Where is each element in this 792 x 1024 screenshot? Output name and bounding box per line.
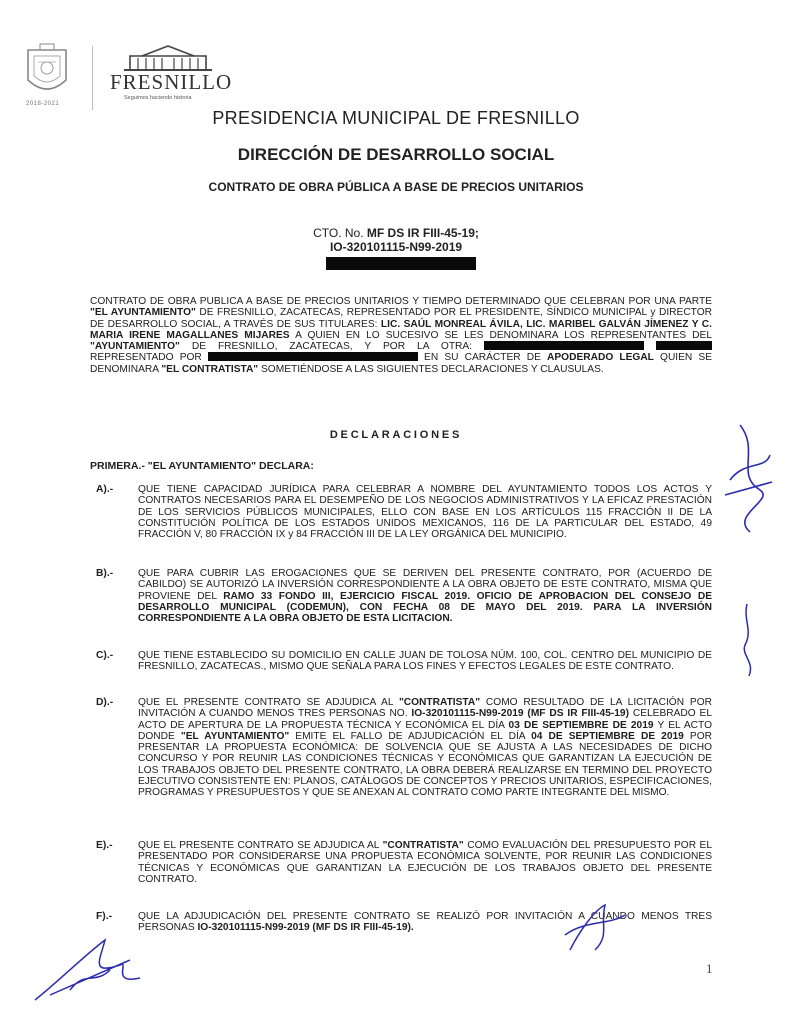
seal-years: 2018-2021 [26,101,60,107]
contrato-title: CONTRATO DE OBRA PÚBLICA A BASE DE PRECIOS UNITARIOS [208,180,584,194]
page-number: 1 [706,961,713,976]
municipal-seal-logo [22,42,72,108]
item-f-letter: F).- [96,911,113,922]
item-a-letter: A).- [96,484,114,495]
item-b-text: QUE PARA CUBRIR LAS EROGACIONES QUE SE DERIVEN DEL PRESENTE CONTRATO, POR (ACUERDO DE CABILDO) SE AUTORIZÓ LA INVERSIÓN CORRESPONDIENTE A LA OBRA OBJETO DE ESTE CONTRATO, MISMA QUE PROVIENE DEL RAMO 33 FONDO III, EJERCICIO FISCAL 2019. OFICIO DE APROBACION DEL CONSEJO DE DESARROLLO MUNICIPAL (CODEMUN), CON FECHA 08 DE MAYO DEL 2019. PARA LA INVERSIÓN CORRESPONDIENTE A LA OBRA OBJETO DE ESTA LICITACION. [138,568,712,625]
redaction-bar [656,341,712,350]
direccion-title: DIRECCIÓN DE DESARROLLO SOCIAL [237,145,555,164]
signature-mark-right [720,420,780,540]
seal-icon [22,42,72,102]
contract-number: CTO. No. MF DS IR FIII-45-19; [313,226,479,240]
signature-mark-bottom [560,900,630,960]
brand-name: FRESNILLO [110,70,233,94]
item-e-letter: E).- [96,840,113,851]
header-divider [92,46,93,110]
intro-paragraph: CONTRATO DE OBRA PUBLICA A BASE DE PRECIOS UNITARIOS Y TIEMPO DETERMINADO QUE CELEBRAN POR UNA PARTE "EL AYUNTAMIENTO" DE FRESNILLO, ZACATECAS, REPRESENTADO POR EL PRESIDENTE, SÍNDICO MUNICIPAL y DIRECTOR DE DESARROLLO SOCIAL, A TRAVÉS DE SUS TITULARES: LIC. SAÚL MONREAL ÁVILA, LIC. MARIBEL GALVÁN JÍMENEZ Y C. MARIA IRENE MAGALLANES MIJARES A QUIEN EN LO SUCESIVO SE LES DENOMINARA LOS REPRESENTANTES DEL "AYUNTAMIENTO" DE FRESNILLO, ZACATECAS, Y POR LA OTRA: REPRESENTADO POR EN SU CARÁCTER DE APODERADO LEGAL QUIEN SE DENOMINARA "EL CONTRATISTA" SOMETIÉNDOSE A LAS SIGUIENTES DECLARACIONES Y CLAUSULAS. [90,296,713,375]
redaction-bar [208,352,418,361]
item-a-text: QUE TIENE CAPACIDAD JURÍDICA PARA CELEBRAR A NOMBRE DEL AYUNTAMIENTO TODOS LOS ACTOS Y CONTRATOS NECESARIOS PARA EL DESEMPEÑO DE LOS NEGOCIOS ADMINISTRATIVOS Y LA EFICAZ PRESTACIÓN DE LOS SERVICIOS PÚBLICOS MUNICIPALES, ELLO CON BASE EN LOS ARTÍCULOS 115 FRACCIÓN II DE LA CONSTITUCIÓN POLÍTICA DE LOS ESTADOS UNIDOS MEXICANOS, 116 DE LA PARTICULAR DEL ESTADO, 49 FRACCIÓN V, 80 FRACCIÓN IX y 84 FRACCIÓN III DE LA LEY ORGÁNICA DEL MUNICIPIO. [138,484,712,541]
item-e-text: QUE EL PRESENTE CONTRATO SE ADJUDICA AL "CONTRATISTA" COMO EVALUACIÓN DEL PRESUPUESTO POR EL PRESENTADO POR CONSIDERARSE UNA PROPUESTA ECONÓMICA SOLVENTE, POR REUNIR LAS CONDICIONES TÉCNICAS Y ECONÓMICAS QUE GARANTIZAN LA EJECUCIÓN DE LOS TRABAJOS OBJETO DEL PRESENTE CONTRATO. [138,840,712,885]
redaction-bar [484,341,644,350]
item-d-text: QUE EL PRESENTE CONTRATO SE ADJUDICA AL "CONTRATISTA" COMO RESULTADO DE LA LICITACIÓN POR INVITACIÓN A CUANDO MENOS TRES PERSONAS NO. IO-320101115-N99-2019 (MF DS IR FIII-45-19) CELEBRADO EL ACTO DE APERTURA DE LA PROPUESTA TÉCNICA Y ECONÓMICA EL DÍA 03 DE SEPTIEMBRE DE 2019 Y EL ACTO DONDE "EL AYUNTAMIENTO" EMITE EL FALLO DE ADJUDICACIÓN EL DÍA 04 DE SEPTIEMBRE DE 2019 POR PRESENTAR LA PROPUESTA ECONÓMICA: DE SOLVENCIA QUE SE AJUSTA A LAS NECESIDADES DE DICHO CONCURSO Y POR REUNIR LAS CONDICIONES TÉCNICAS Y ECONÓMICAS QUE GARANTIZAN LA EJECUCIÓN DE LOS TRABAJOS OBJETO DEL PRESENTE CONTRATO, LA OBRA DEBERÁ REALIZARSE EN TERMINO DEL PROYECTO EJECUTIVO CONSISTENTE EN: PLANOS, CATÁLOGOS DE CONCEPTOS Y PRECIOS UNITARIOS, ESPECIFICACIONES, PROGRAMAS Y PRESUPUESTOS Y QUE SE ANEXAN AL CONTRATO COMO PARTE INTEGRANTE DEL MISMO. [138,697,713,799]
declaraciones-heading: DECLARACIONES [329,429,463,441]
building-icon [122,44,214,72]
item-d-letter: D).- [96,697,114,708]
signature-mark-left [30,930,150,1005]
primera-heading: PRIMERA.- "EL AYUNTAMIENTO" DECLARA: [90,460,314,472]
brand-slogan: Seguimos haciendo historia [124,95,192,101]
presidencia-title: PRESIDENCIA MUNICIPAL DE FRESNILLO [212,108,580,128]
item-b-letter: B).- [96,568,114,579]
redaction-bar [326,257,476,270]
signature-mark-right-2 [735,600,765,680]
item-f-text: QUE LA ADJUDICACIÓN DEL PRESENTE CONTRATO SE REALIZÓ POR INVITACIÓN A CUANDO MENOS TRES PERSONAS IO-320101115-N99-2019 (MF DS IR FIII-45-19). [138,911,712,934]
item-c-letter: C).- [96,650,114,661]
io-number: IO-320101115-N99-2019 [329,240,463,254]
item-c-text: QUE TIENE ESTABLECIDO SU DOMICILIO EN CALLE JUAN DE TOLOSA NÚM. 100, COL. CENTRO DEL MUNICIPIO DE FRESNILLO, ZACATECAS., MISMO QUE SEÑALA PARA LOS FINES Y EFECTOS LEGALES DE ESTE CONTRATO. [138,650,712,673]
